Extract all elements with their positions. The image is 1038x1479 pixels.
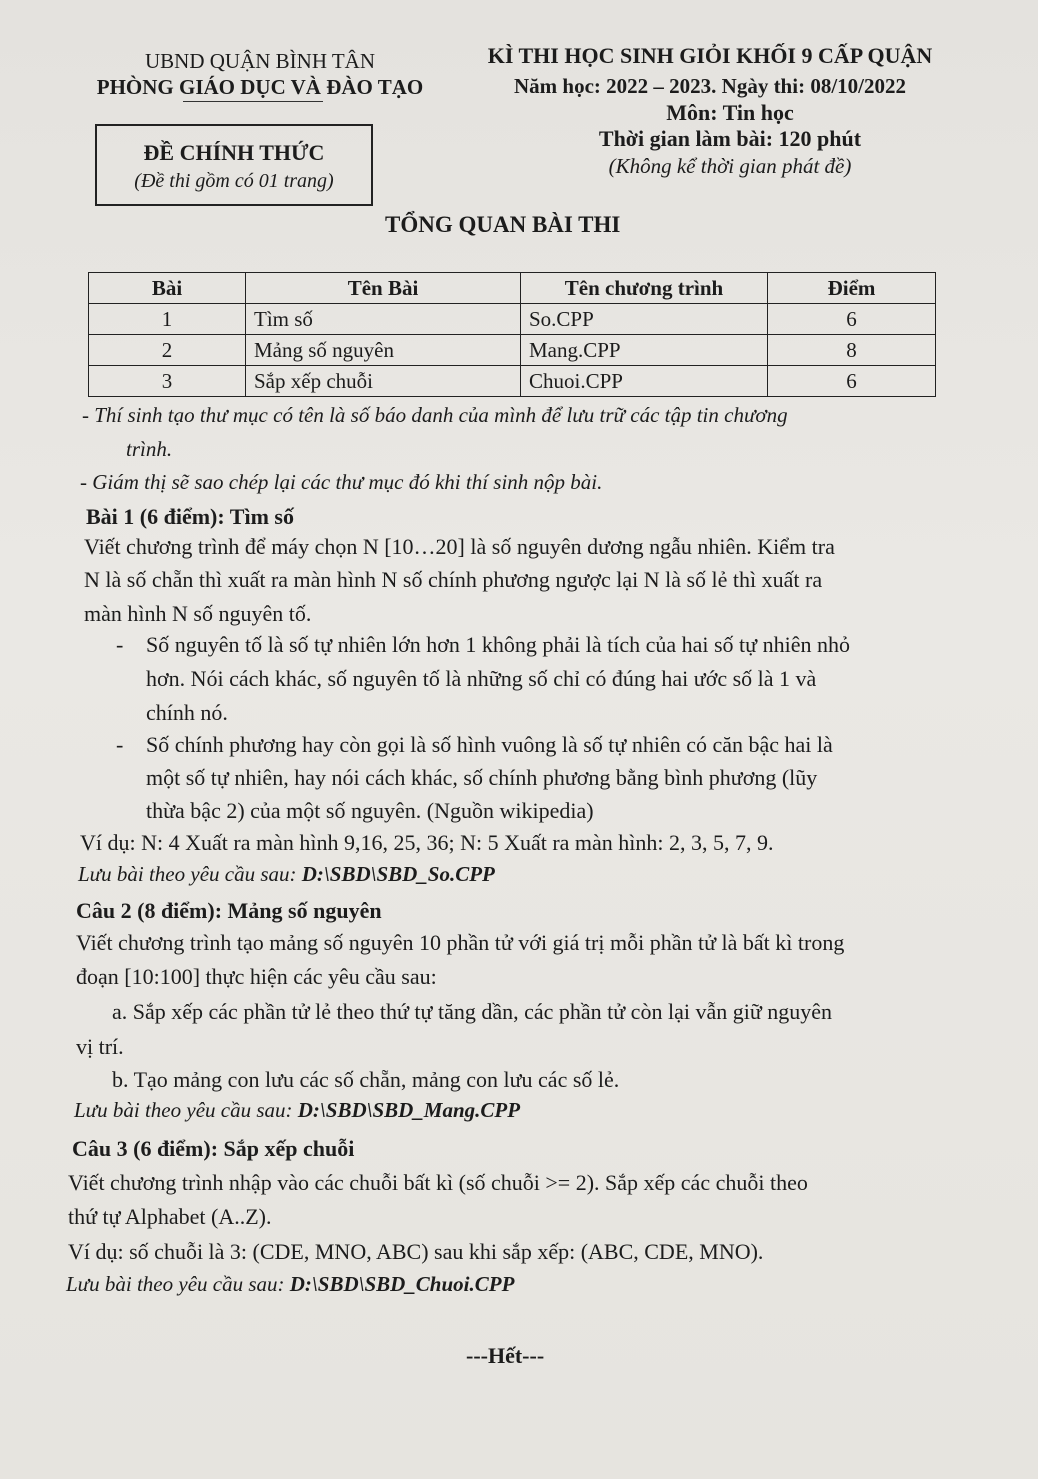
official-note: (Đề thi gồm có 01 trang): [134, 170, 334, 192]
table-row: [89, 304, 936, 335]
q3-save-instruction: [66, 1272, 514, 1297]
note-folder: - Thí sinh tạo thư mục có tên là số báo danh của mình để lưu trữ các tập tin chương: [82, 403, 788, 427]
exam-subject: Môn: Tin học: [666, 100, 794, 125]
q1-bullet-prime: hơn. Nói cách khác, số nguyên tố là những số chỉ có đúng hai ước số là 1 và: [146, 666, 817, 691]
q3-heading: Câu 3 (6 điểm): Sắp xếp chuỗi: [72, 1136, 355, 1161]
q3-paragraph: thứ tự Alphabet (A..Z).: [68, 1204, 272, 1229]
problem-name: Tìm số: [246, 304, 521, 335]
q2-save-instruction: [74, 1098, 520, 1123]
note-folder-cont: trình.: [126, 437, 173, 461]
q2-paragraph: đoạn [10:100] thực hiện các yêu cầu sau:: [76, 964, 437, 989]
q1-paragraph: màn hình N số nguyên tố.: [84, 601, 312, 626]
official-exam-box: [95, 124, 373, 206]
header-underline: [183, 101, 323, 102]
problem-score: 8: [768, 335, 936, 366]
q1-paragraph: Viết chương trình để máy chọn N [10…20] là số nguyên dương ngẫu nhiên. Kiểm tra: [84, 534, 835, 559]
save-path: D:\SBD\SBD_Chuoi.CPP: [289, 1272, 515, 1296]
table-row: [89, 366, 936, 397]
q1-bullet-prime: chính nó.: [146, 700, 228, 725]
problem-number: 2: [89, 335, 246, 366]
q1-bullet-prime: Số nguyên tố là số tự nhiên lớn hơn 1 không phải là tích của hai số tự nhiên nhỏ: [146, 632, 850, 657]
column-header: Bài: [89, 273, 246, 304]
table-header-row: [89, 273, 936, 304]
q1-heading: Bài 1 (6 điểm): Tìm số: [86, 504, 294, 529]
exam-year-date: Năm học: 2022 – 2023. Ngày thi: 08/10/2022: [514, 74, 906, 98]
column-header: Tên Bài: [246, 273, 521, 304]
problem-score: 6: [768, 304, 936, 335]
q3-example: Ví dụ: số chuỗi là 3: (CDE, MNO, ABC) sau khi sắp xếp: (ABC, CDE, MNO).: [68, 1239, 764, 1264]
exam-duration: Thời gian làm bài: 120 phút: [598, 126, 862, 151]
bullet-dash: -: [116, 632, 124, 657]
save-path: D:\SBD\SBD_Mang.CPP: [297, 1098, 521, 1122]
department-name: UBND QUẬN BÌNH TÂN: [144, 49, 376, 73]
problem-name: Sắp xếp chuỗi: [246, 366, 521, 397]
exam-duration-note: (Không kể thời gian phát đề): [608, 154, 852, 178]
program-name: Chuoi.CPP: [521, 366, 768, 397]
column-header: Điểm: [768, 273, 936, 304]
save-label: Lưu bài theo yêu cầu sau:: [66, 1272, 290, 1296]
overview-title: TỔNG QUAN BÀI THI: [385, 212, 621, 237]
save-label: Lưu bài theo yêu cầu sau:: [78, 862, 302, 886]
q1-bullet-square: thừa bậc 2) của một số nguyên. (Nguồn wikipedia): [146, 798, 594, 823]
q1-bullet-square: một số tự nhiên, hay nói cách khác, số chính phương bằng bình phương (lũy: [146, 765, 818, 790]
q2-item-a-cont: vị trí.: [76, 1034, 124, 1059]
official-title: ĐỀ CHÍNH THỨC: [143, 140, 325, 165]
q2-item-b: b. Tạo mảng con lưu các số chẵn, mảng con lưu các số lẻ.: [112, 1067, 620, 1092]
office-name: PHÒNG GIÁO DỤC VÀ ĐÀO TẠO: [96, 75, 424, 99]
problem-name: Mảng số nguyên: [246, 335, 521, 366]
table-row: [89, 335, 936, 366]
q1-example: Ví dụ: N: 4 Xuất ra màn hình 9,16, 25, 36; N: 5 Xuất ra màn hình: 2, 3, 5, 7, 9.: [80, 830, 774, 855]
problem-number: 1: [89, 304, 246, 335]
save-path: D:\SBD\SBD_So.CPP: [301, 862, 495, 886]
bullet-dash: -: [116, 732, 124, 757]
exam-title: KÌ THI HỌC SINH GIỎI KHỐI 9 CẤP QUẬN: [487, 43, 933, 68]
program-name: Mang.CPP: [521, 335, 768, 366]
q2-heading: Câu 2 (8 điểm): Mảng số nguyên: [76, 898, 382, 923]
problem-number: 3: [89, 366, 246, 397]
q2-paragraph: Viết chương trình tạo mảng số nguyên 10 phần tử với giá trị mỗi phần tử là bất kì trong: [76, 930, 845, 955]
end-marker: ---Hết---: [466, 1343, 545, 1368]
save-label: Lưu bài theo yêu cầu sau:: [74, 1098, 298, 1122]
overview-table: [88, 272, 936, 397]
q1-save-instruction: [78, 862, 495, 887]
q1-bullet-square: Số chính phương hay còn gọi là số hình vuông là số tự nhiên có căn bậc hai là: [146, 732, 833, 757]
problem-score: 6: [768, 366, 936, 397]
q3-paragraph: Viết chương trình nhập vào các chuỗi bất kì (số chuỗi >= 2). Sắp xếp các chuỗi theo: [68, 1170, 808, 1195]
q1-paragraph: N là số chẵn thì xuất ra màn hình N số chính phương ngược lại N là số lẻ thì xuất ra: [84, 567, 823, 592]
note-copy: - Giám thị sẽ sao chép lại các thư mục đó khi thí sinh nộp bài.: [80, 470, 603, 494]
column-header: Tên chương trình: [521, 273, 768, 304]
q2-item-a: a. Sắp xếp các phần tử lẻ theo thứ tự tăng dần, các phần tử còn lại vẫn giữ nguyên: [112, 999, 833, 1024]
program-name: So.CPP: [521, 304, 768, 335]
